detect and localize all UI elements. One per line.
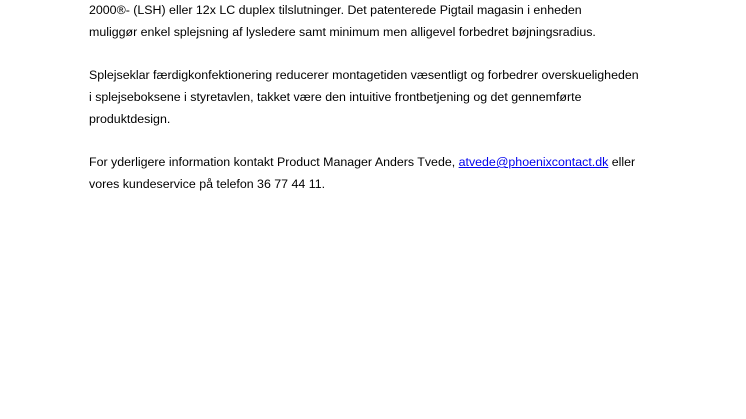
paragraph-2-line-2: i splejseboksene i styretavlen, takket være den intuitive frontbetjening og det gennemførte <box>89 90 582 104</box>
contact-text: For yderligere information kontakt Product Manager Anders Tvede, <box>89 155 459 169</box>
contact-text-tail: eller <box>608 155 636 169</box>
paragraph-1-line-1: 2000®- (LSH) eller 12x LC duplex tilslutninger. Det patenterede Pigtail magasin i enheden <box>89 3 582 17</box>
paragraph-2-line-3: produktdesign. <box>89 112 171 126</box>
paragraph-3-line-2: vores kundeservice på telefon 36 77 44 11. <box>89 177 326 191</box>
paragraph-3-line-1 <box>89 154 635 170</box>
email-link[interactable]: atvede@phoenixcontact.dk <box>458 155 609 169</box>
paragraph-1-line-2: muliggør enkel splejsning af lysledere samt minimum men alligevel forbedret bøjningsradius. <box>89 25 596 39</box>
paragraph-2-line-1: Splejseklar færdigkonfektionering reducerer montagetiden væsentligt og forbedrer overskueligheden <box>89 68 639 82</box>
